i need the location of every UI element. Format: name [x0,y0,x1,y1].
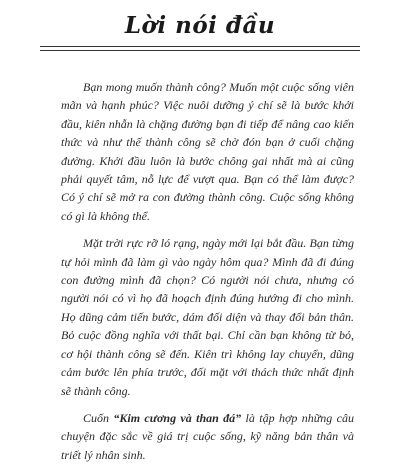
page-header [40,8,360,54]
book-title: “Kim cương và than đá” [113,410,242,425]
title-rule-thin [40,46,360,47]
paragraph-3-prefix: Cuốn [83,410,114,425]
paragraph-2: Mặt trời rực rỡ ló rạng, ngày mới lại bắt đầu. Bạn từng tự hỏi mình đã làm gì vào ngày hôm qua? Mình đã đi đúng con đường mình đã chọn? Có người nói chưa, nhưng có người nói có vì họ đã hoạch định đúng hướng đi cho mình. Họ dũng cảm tiến bước, dám đối diện và thay đổi bản thân. Bỏ cuộc đồng nghĩa với thất bại. Chỉ cần bạn không từ bỏ, cơ hội thành công sẽ đến. Kiên trì không lay chuyển, dũng cảm bước lên phía trước, đối mặt với thách thức nhất định sẽ thành công. [61,236,354,398]
preface-body [61,78,354,464]
paragraph-3-suffix: là tập hợp những câu chuyện đặc sắc về giá trị cuộc sống, kỹ năng bản thân và triết lý nhân sinh. [61,410,354,462]
paragraph-1: Bạn mong muốn thành công? Muốn một cuộc sống viên mãn và hạnh phúc? Việc nuôi dưỡng ý chí sẽ là bước khởi đầu, kiên nhẫn là chặng đường bạn đi tiếp để nâng cao kiến thức và như thế thành công sẽ chờ đón bạn ở cuối chặng đường. Khởi đầu luôn là bước chông gai nhất mà ai cũng phải quyết tâm, nỗ lực để vượt qua. Bạn có thể làm được? Có ý chí sẽ mở ra con đường thành công. Cuộc sống không có gì là không thể. [61,80,354,223]
page-title: Lời nói đầu [124,12,276,39]
paragraph-3 [61,409,354,464]
title-rule-thick [40,50,360,51]
